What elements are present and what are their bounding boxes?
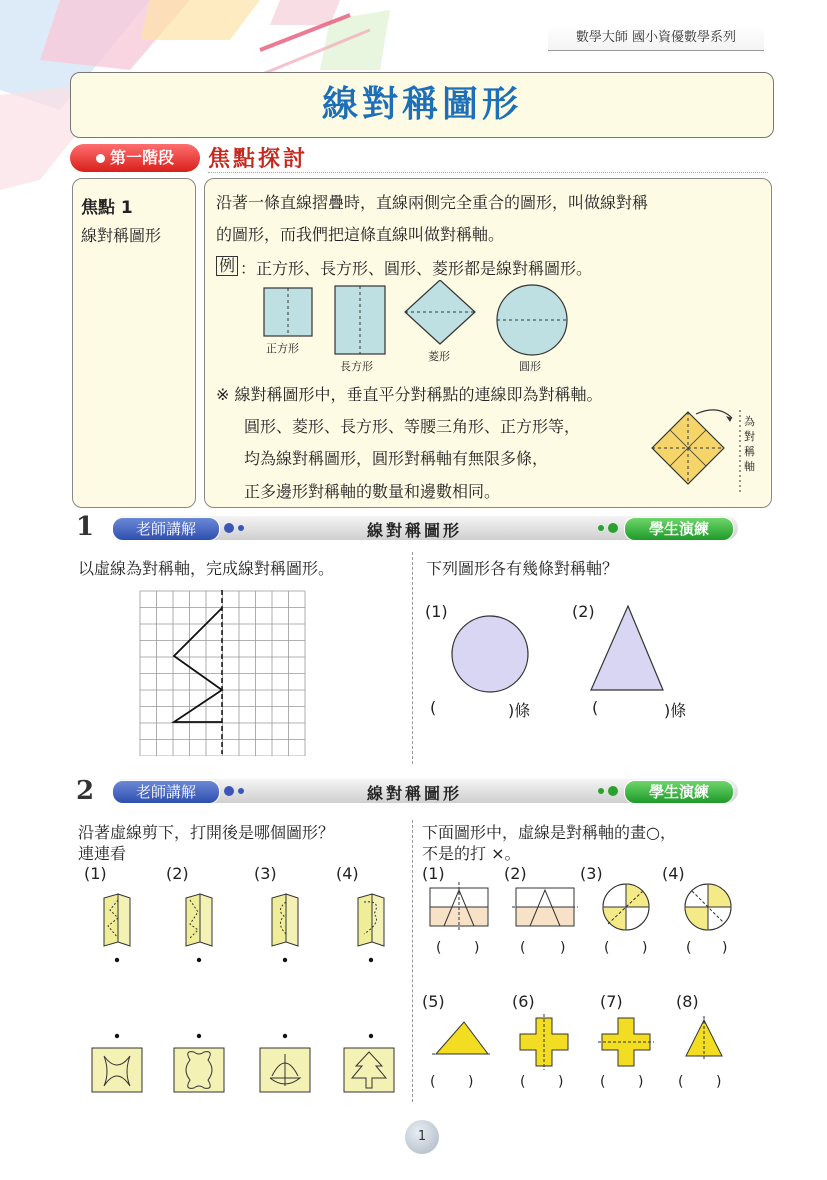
shape-5	[432, 1022, 492, 1054]
note-4: 正多邊形對稱軸的數量和邊數相同。	[244, 482, 501, 501]
section-1-shapes	[448, 604, 678, 696]
symmetry-check-top	[428, 878, 738, 938]
section-1-title: 線對稱圖形	[367, 521, 463, 540]
stage-heading	[208, 142, 308, 173]
paren-open: (	[430, 1074, 436, 1090]
paren-close: )	[722, 940, 728, 956]
result-shape-2	[174, 1048, 224, 1092]
s2-right-label-4: (4)	[662, 864, 685, 883]
s2-right-label-5: (5)	[422, 992, 445, 1011]
label-rhombus: 菱形	[428, 350, 450, 363]
paren-close: )	[560, 940, 566, 956]
dot-icon	[238, 788, 244, 794]
paren-open: (	[520, 940, 526, 956]
folded-paper-4	[358, 894, 384, 962]
paren-open: (	[600, 1074, 606, 1090]
s2-left-label-4: (4)	[336, 864, 359, 883]
paren-open: (	[436, 940, 442, 956]
folded-square-diagram	[648, 404, 748, 496]
section-2-right-question-2: 不是的打 ×。	[422, 844, 521, 863]
paren-open: (	[678, 1074, 684, 1090]
rectangle-shape	[335, 286, 385, 354]
shape-4	[685, 884, 731, 930]
note-1: ※ 線對稱圖形中，垂直平分對稱點的連線即為對稱軸。	[216, 385, 603, 404]
paren-close: )	[716, 1074, 722, 1090]
focus-number: 焦點 1	[81, 198, 133, 218]
s2-right-label-2: (2)	[504, 864, 527, 883]
shape-1	[430, 882, 488, 930]
s2-right-label-1: (1)	[422, 864, 445, 883]
s2-right-label-7: (7)	[600, 992, 623, 1011]
symmetry-check-bottom	[428, 1014, 738, 1074]
shape-7	[598, 1018, 654, 1066]
axis-label: 為 對 稱 軸	[744, 415, 755, 473]
dot-icon	[224, 786, 234, 796]
s2-right-label-3: (3)	[580, 864, 603, 883]
s1-label-2: (2)	[572, 602, 595, 621]
shape-8	[686, 1016, 722, 1060]
circle-shape	[452, 616, 528, 692]
paren-open: (	[686, 940, 692, 956]
focus-label-box	[72, 178, 196, 508]
note-3: 均為線對稱圖形，圓形對稱軸有無限多條，	[244, 449, 549, 468]
shape-2	[512, 888, 578, 926]
paren-close: )	[474, 940, 480, 956]
dot-icon	[598, 788, 604, 794]
column-divider	[412, 820, 413, 1102]
answer-close-2: )條	[664, 701, 687, 720]
s2-left-label-3: (3)	[254, 864, 277, 883]
section-2-title: 線對稱圖形	[367, 784, 463, 803]
page-title: 線對稱圖形	[321, 84, 522, 125]
paren-open: (	[604, 940, 610, 956]
section-1-right-question: 下列圖形各有幾條對稱軸？	[426, 559, 619, 578]
answer-open-2: (	[592, 698, 599, 717]
rhombus-shape	[405, 280, 475, 344]
dot-icon	[608, 523, 618, 533]
s2-right-label-6: (6)	[512, 992, 535, 1011]
page-number: 1	[405, 1120, 439, 1154]
paren-open: (	[520, 1074, 526, 1090]
stage-heading-text: 焦點探討	[208, 147, 309, 172]
result-shape-4	[344, 1048, 394, 1092]
label-square: 正方形	[266, 342, 299, 355]
section-1-teacher-tab[interactable]: 老師講解	[112, 517, 220, 541]
definition-line-2: 的圖形，而我們把這條直線叫做對稱軸。	[216, 225, 505, 244]
square-shape	[264, 288, 312, 336]
s1-label-1: (1)	[425, 602, 448, 621]
section-2-right-question-1: 下面圖形中，虛線是對稱軸的畫○，	[422, 823, 676, 842]
s2-left-label-2: (2)	[166, 864, 189, 883]
section-2-left-question-1: 沿著虛線剪下，打開後是哪個圖形？	[78, 823, 335, 842]
shape-6	[520, 1014, 568, 1070]
dot-icon	[608, 786, 618, 796]
example-mark: 例	[216, 256, 238, 276]
answer-open-1: (	[430, 698, 437, 717]
stage-badge	[70, 144, 200, 172]
section-1-number: 1	[76, 512, 95, 542]
focus-name: 線對稱圖形	[81, 226, 162, 245]
shape-3	[603, 884, 649, 930]
result-shape-3	[260, 1048, 310, 1092]
s2-right-label-8: (8)	[676, 992, 699, 1011]
result-shape-1	[92, 1048, 142, 1092]
paren-close: )	[638, 1074, 644, 1090]
dot-icon	[598, 525, 604, 531]
label-rectangle: 長方形	[340, 360, 373, 373]
match-exercise	[86, 890, 396, 1180]
paren-close: )	[642, 940, 648, 956]
section-2-student-tab[interactable]: 學生演練	[624, 780, 734, 804]
stage-label: 第一階段	[109, 148, 174, 167]
paren-close: )	[558, 1074, 564, 1090]
drawing-grid	[138, 590, 308, 756]
answer-close-1: )條	[508, 701, 531, 720]
example-text: ：正方形、長方形、圓形、菱形都是線對稱圖形。	[240, 259, 593, 278]
folded-paper-2	[186, 894, 212, 962]
title-box	[70, 72, 774, 138]
circle-shape	[497, 285, 567, 355]
section-1-left-question: 以虛線為對稱軸，完成線對稱圖形。	[78, 559, 335, 578]
section-2-number: 2	[76, 776, 95, 806]
dot-icon	[224, 523, 234, 533]
column-divider	[412, 552, 413, 764]
dot-icon	[238, 525, 244, 531]
folded-paper-3	[272, 894, 298, 962]
section-2-left-question-2: 連連看	[78, 844, 127, 863]
paren-close: )	[468, 1074, 474, 1090]
bullet-icon	[96, 154, 105, 163]
label-circle: 圓形	[519, 360, 541, 373]
s2-left-label-1: (1)	[84, 864, 107, 883]
triangle-shape	[591, 606, 663, 690]
divider	[208, 172, 768, 173]
folded-paper-1	[104, 894, 130, 962]
section-1-student-tab[interactable]: 學生演練	[624, 517, 734, 541]
note-2: 圓形、菱形、長方形、等腰三角形、正方形等，	[244, 417, 581, 436]
definition-line-1: 沿著一條直線摺疊時，直線兩側完全重合的圖形，叫做線對稱	[216, 193, 649, 212]
section-2-teacher-tab[interactable]: 老師講解	[112, 780, 220, 804]
series-header: 數學大師 國小資優數學系列	[548, 26, 764, 51]
